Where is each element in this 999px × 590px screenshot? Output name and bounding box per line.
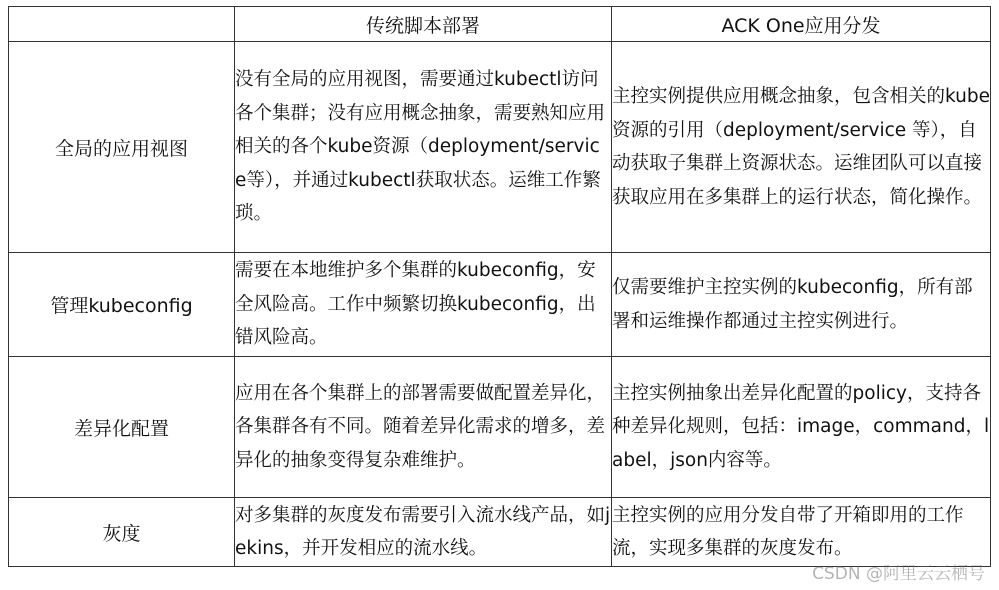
comparison-table [8,6,991,567]
table-row [9,42,991,253]
traditional-cell: 需要在本地维护多个集群的kubeconfig，安全风险高。工作中频繁切换kubeconfig，出错风险高。 [235,253,612,357]
ack-one-cell: 主控实例的应用分发自带了开箱即用的工作流，实现多集群的灰度发布。 [612,498,991,567]
ack-one-cell: 仅需要维护主控实例的kubeconfig，所有部署和运维操作都通过主控实例进行。 [612,253,991,357]
table-row [9,498,991,567]
traditional-cell: 应用在各个集群上的部署需要做配置差异化，各集群各有不同。随着差异化需求的增多，差异化的抽象变得复杂难维护。 [235,357,612,498]
table-row [9,253,991,357]
feature-cell: 管理kubeconfig [9,253,235,357]
feature-cell: 差异化配置 [9,357,235,498]
watermark: CSDN @阿里云云栖号 [812,564,985,584]
feature-cell: 全局的应用视图 [9,42,235,253]
header-cell-ack-one: ACK One应用分发 [612,7,991,42]
ack-one-cell: 主控实例抽象出差异化配置的policy，支持各种差异化规则，包括：image，command，label，json内容等。 [612,357,991,498]
ack-one-cell: 主控实例提供应用概念抽象，包含相关的kube资源的引用（deployment/service 等），自动获取子集群上资源状态。运维团队可以直接获取应用在多集群上的运行状态，简化操作。 [612,42,991,253]
feature-cell: 灰度 [9,498,235,567]
traditional-cell: 没有全局的应用视图，需要通过kubectl访问各个集群；没有应用概念抽象，需要熟知应用相关的各个kube资源（deployment/service等），并通过kubectl获取状态。运维工作繁琐。 [235,42,612,253]
header-row [9,7,991,42]
header-cell-feature [9,7,235,42]
table-row [9,357,991,498]
traditional-cell: 对多集群的灰度发布需要引入流水线产品，如jekins，并开发相应的流水线。 [235,498,612,567]
header-cell-traditional: 传统脚本部署 [235,7,612,42]
